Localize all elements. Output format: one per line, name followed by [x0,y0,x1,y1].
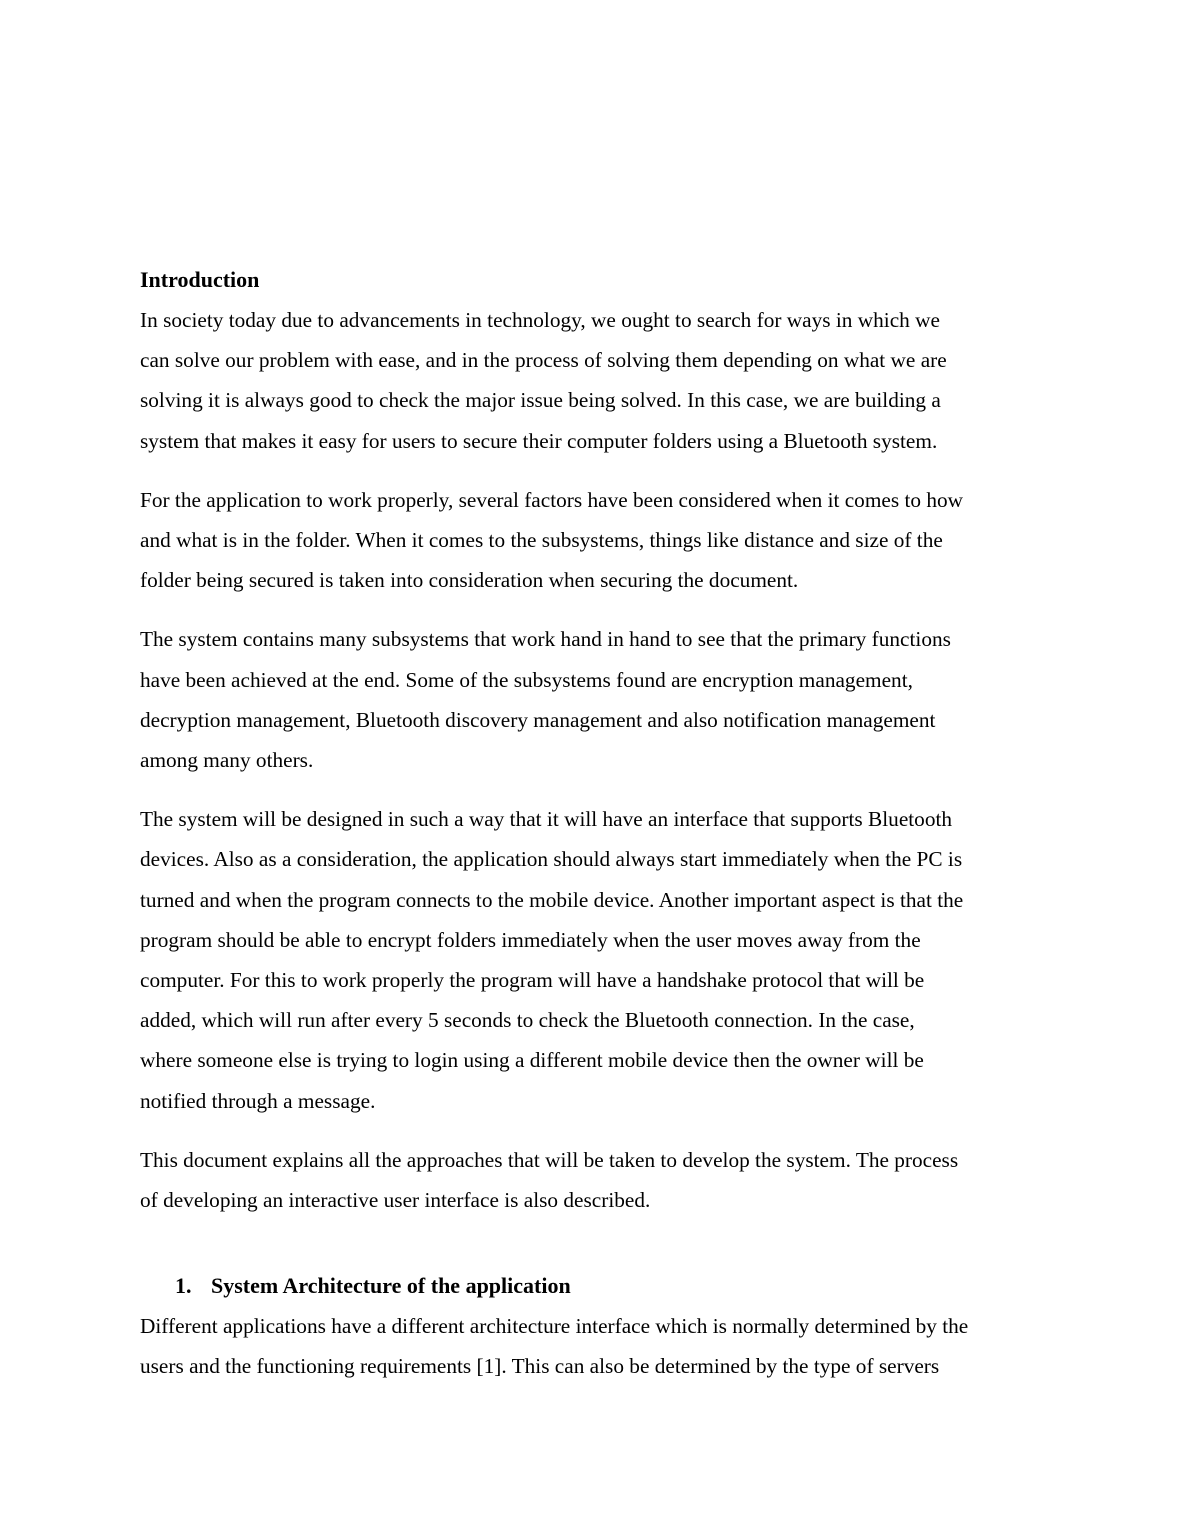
intro-paragraph-3 [140,619,1055,780]
text-line: and what is in the folder. When it comes to the subsystems, things like distance and size of the [140,528,943,553]
text-line: The system will be designed in such a way that it will have an interface that supports Bluetooth [140,807,953,832]
text-line: The system contains many subsystems that work hand in hand to see that the primary functions [140,627,951,652]
text-line: computer. For this to work properly the program will have a handshake protocol that will be [140,968,925,993]
section-1-paragraph [140,1306,1055,1386]
text-line: Different applications have a different architecture interface which is normally determined by the [140,1314,969,1339]
text-line: turned and when the program connects to the mobile device. Another important aspect is that the [140,887,964,912]
introduction-heading: Introduction [140,267,260,292]
text-line: added, which will run after every 5 seconds to check the Bluetooth connection. In the case, [140,1008,915,1033]
section-1-heading [175,1270,1055,1302]
text-line: notified through a message. [140,1088,376,1113]
intro-paragraph-1 [140,300,1055,461]
text-line: have been achieved at the end. Some of the subsystems found are encryption management, [140,667,913,692]
text-line: of developing an interactive user interface is also described. [140,1188,651,1213]
text-line: where someone else is trying to login using a different mobile device then the owner will be [140,1048,924,1073]
text-line: decryption management, Bluetooth discovery management and also notification management [140,707,936,732]
text-line: This document explains all the approaches that will be taken to develop the system. The process [140,1147,959,1172]
intro-paragraph-2 [140,480,1055,601]
text-line: system that makes it easy for users to secure their computer folders using a Bluetooth system. [140,428,938,453]
document-page [140,264,1055,1406]
intro-paragraph-4 [140,799,1055,1121]
section-number: 1. [175,1273,192,1299]
section-title: System Architecture of the application [211,1273,571,1299]
text-line: program should be able to encrypt folders immediately when the user moves away from the [140,927,921,952]
intro-paragraph-5 [140,1140,1055,1220]
text-line: users and the functioning requirements [1]. This can also be determined by the type of servers [140,1354,940,1379]
text-line: among many others. [140,748,314,773]
text-line: In society today due to advancements in technology, we ought to search for ways in which we [140,308,940,332]
text-line: devices. Also as a consideration, the application should always start immediately when the PC is [140,847,963,872]
text-line: can solve our problem with ease, and in the process of solving them depending on what we are [140,348,947,373]
text-line: solving it is always good to check the major issue being solved. In this case, we are building a [140,388,941,413]
text-line: For the application to work properly, several factors have been considered when it comes to how [140,487,964,512]
text-line: folder being secured is taken into consideration when securing the document. [140,568,799,593]
